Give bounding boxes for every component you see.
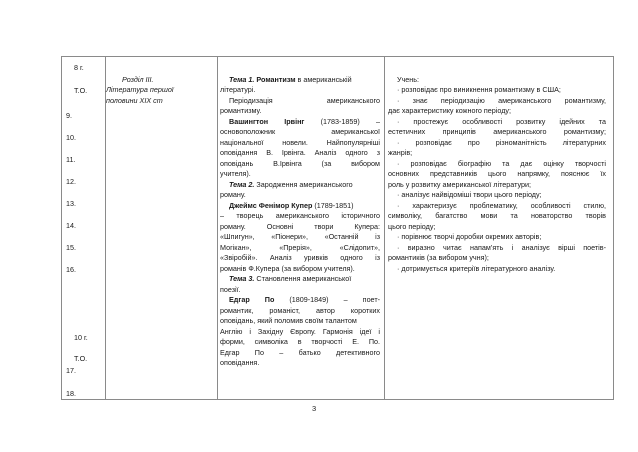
row-number: 12. — [66, 177, 76, 186]
content-line: романтик, романіст, автор коротких — [220, 306, 380, 315]
topic-heading: Тема 2. — [229, 180, 255, 189]
content-line: «Шпигун», «Піонери», «Останній із — [220, 232, 380, 241]
outcome-line: естетичних принципів американського романтизму; — [388, 127, 606, 136]
content-line: романтизму. — [220, 106, 262, 115]
topic-heading: Романтизм — [256, 75, 296, 84]
outcome-line: · характеризує проблематику, особливості стилю, — [397, 201, 606, 210]
outcome-line: романтиків (за вибором учня); — [388, 253, 489, 262]
row-number: 17. — [66, 366, 76, 375]
outcome-line: · розповідає про різноманітність літературних — [397, 138, 606, 147]
author-name: Едгар По — [229, 295, 275, 304]
content-line: Періодизація американського — [229, 96, 380, 105]
outcome-line: Учень: — [397, 75, 420, 84]
outcome-line: жанрів; — [388, 148, 413, 157]
row-number: 15. — [66, 243, 76, 252]
content-line: Англію і Західну Європу. Гармонія ідеї і — [220, 327, 380, 336]
content-line: національної новели. Найпопулярніші — [220, 138, 380, 147]
content-line: оповідань, який поломив своїм талантом — [220, 316, 357, 325]
content-line: учителя). — [220, 169, 251, 178]
row-number: 9. — [66, 111, 72, 120]
row-number: 14. — [66, 221, 76, 230]
content-line: роману. Основні твори Купера: — [220, 222, 380, 231]
outcome-line: · розповідає біографію та дає оцінку творчості — [397, 159, 606, 168]
outcome-line: символіку, багатство мови та новаторство творів — [388, 211, 606, 220]
outcome-line: роль у розвитку американської літератури; — [388, 180, 532, 189]
content-line: оповідання В. Ірвінга. Аналіз одного з — [220, 148, 380, 157]
content-line: Могікан», «Прерія», «Слідопит», — [220, 243, 380, 252]
outcome-line: · виразно читає напам’ять і аналізує вірші поетів- — [397, 243, 606, 252]
content-line: романів Ф.Купера (за вибором учителя). — [220, 264, 355, 273]
content-line: Едгар По – батько детективного — [220, 348, 380, 357]
table-divider — [105, 57, 106, 399]
author-name: Джеймс Фенімор Купер — [229, 201, 313, 210]
table-divider — [384, 57, 385, 399]
row-number: 18. — [66, 389, 76, 398]
content-line: оповідань В.Ірвінга (за вибором — [220, 159, 380, 168]
topic-heading: Тема 1. — [229, 75, 255, 84]
section-subtitle: Література першої — [106, 85, 174, 94]
outcome-line: · порівнює творчі доробки окремих авторів; — [397, 232, 542, 241]
author-name: Вашингтон Ірвінг — [229, 117, 305, 126]
outcome-line: · дотримується критеріїв літературного аналізу. — [397, 264, 556, 273]
outcome-line: дає характеристику кожного періоду; — [388, 106, 512, 115]
grade-label: 8 г. — [74, 63, 84, 72]
content-line: роману. — [220, 190, 246, 199]
row-number: 11. — [66, 155, 76, 164]
section-subtitle: половини ХІХ ст — [106, 96, 163, 105]
outcome-line: цього періоду; — [388, 222, 436, 231]
outcome-line: · знає періодизацію американського романтизму, — [397, 96, 606, 105]
content-line: літературі. — [220, 85, 256, 94]
table-divider — [217, 57, 218, 399]
outcome-line: · простежує особливості розвитку ідейних та — [397, 117, 606, 126]
lesson-type-label: Т.О. — [74, 354, 88, 363]
content-line: поезії. — [220, 285, 241, 294]
document-page: 9. 10. 11. 12. 13. 14. 15. 16. 17. 18. 8 г. Т.О. 10 г. Т.О. Розділ ІІІ. Література першої половини ХІХ ст Тема 1. Романтизм в американській літературі. Періодизація американського романтизму. Вашингтон Ірвінг (1783-1859) – основоположник американської національної новели. Найпопулярніші оповідання В. Ірвінга. Аналіз одного з оповідань В.Ірвінга (за вибором учителя). Тема 2. Зародження американського роману. Джеймс Фенімор Купер (1789-1851) – творець американського історичного роману. Основні твори Купера: «Шпигун», «Піонери», «Останній із Могікан», «Прерія», «Слідопит», «Звіробій». Аналіз уривків одного із романів Ф.Купера (за вибором учителя). Тема 3. Становлення американської поезії. Едгар По (1809-1849) – поет- романтик, романіст, автор коротких оповідань, який поломив своїм талантом Англію і Західну Європу. Гармонія ідеї і форми, символіка в творчості Е. По. Едгар По – батько детективного оповідання. Учень: · розповідає про виникнення романтизму в США; · знає періодизацію американського романтизму, дає характеристику кожного періоду; · простежує особливості розвитку ідейних та естетичних принципів американського романтизму; · розповідає про різноманітність літературних жанрів; · розповідає біографію та дає оцінку творчості основних представників цього напрямку, пояснює їх роль у розвитку американської літератури; · аналізує найвідоміші твори цього періоду; · характеризує проблематику, особливості стилю, символіку, багатство мови та новаторство творів цього періоду; · порівнює творчі доробки окремих авторів; · виразно читає напам’ять і аналізує вірші поетів- романтиків (за вибором учня); · дотримується критеріїв літературного аналізу. 3 — [0, 0, 638, 452]
topic-heading: Тема 3. — [229, 274, 255, 283]
outcome-line: основних представників цього напрямку, пояснює їх — [388, 169, 606, 178]
content-line: «Звіробій». Аналіз уривків одного із — [220, 253, 380, 262]
section-title: Розділ ІІІ. — [122, 75, 154, 84]
content-line: оповідання. — [220, 358, 260, 367]
page-number: 3 — [312, 404, 317, 413]
row-number: 16. — [66, 265, 76, 274]
content-line: – творець американського історичного — [220, 211, 380, 220]
outcome-line: · розповідає про виникнення романтизму в США; — [397, 85, 561, 94]
row-number: 13. — [66, 199, 76, 208]
outcome-line: · аналізує найвідоміші твори цього періоду; — [397, 190, 542, 199]
content-line: основоположник американської — [220, 127, 380, 136]
lesson-type-label: Т.О. — [74, 86, 88, 95]
content-line: форми, символіка в творчості Е. По. — [220, 337, 380, 346]
grade-label: 10 г. — [74, 333, 88, 342]
row-number: 10. — [66, 133, 76, 142]
